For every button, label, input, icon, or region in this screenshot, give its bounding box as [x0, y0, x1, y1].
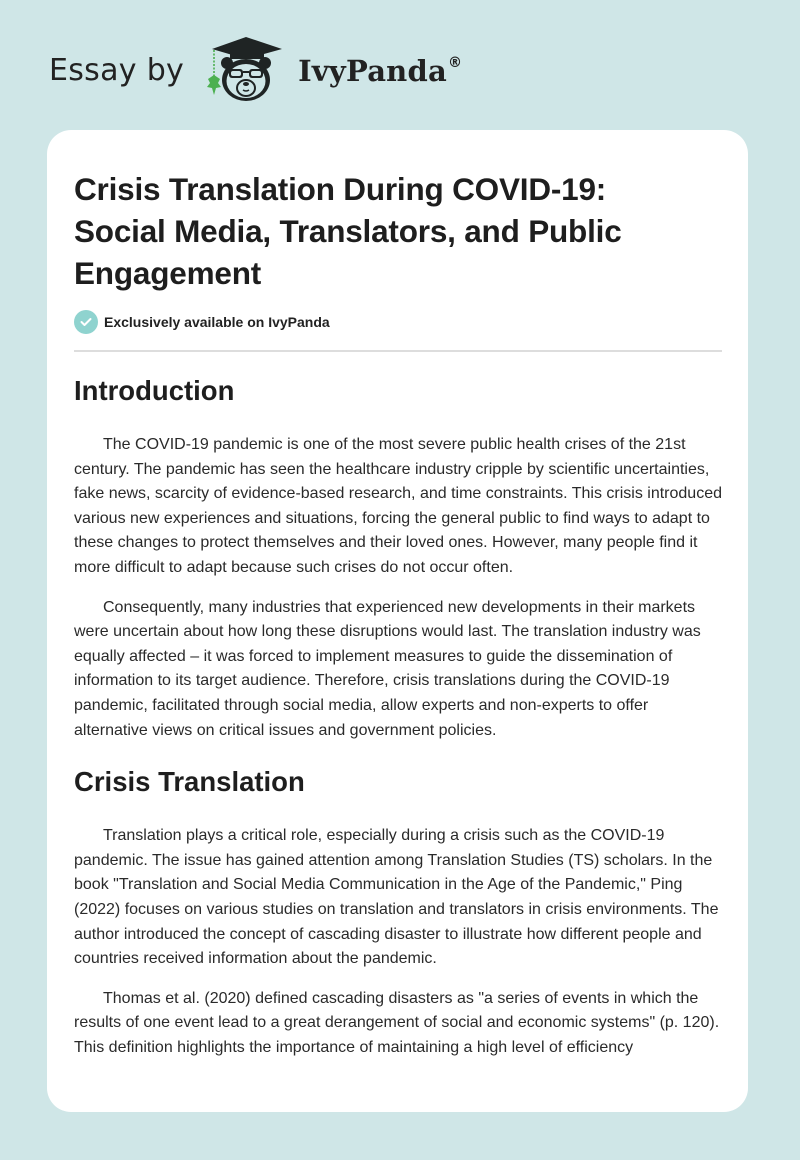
site-header	[0, 0, 800, 130]
brand-name: IvyPanda®	[298, 54, 463, 88]
divider	[74, 350, 722, 352]
paragraph: The COVID-19 pandemic is one of the most severe public health crises of the 21st century. The pandemic has seen the healthcare industry cripple by scientific uncertainties, fake news, scarcity of evidence-based research, and time constraints. This crisis introduced various new experiences and situations, forcing the general public to find ways to adapt to these changes to protect themselves and their loved ones. However, many people find it more difficult to adapt because such crises do not occur often.	[74, 436, 722, 576]
section-heading-introduction: Introduction	[74, 375, 235, 406]
registered-mark: ®	[447, 55, 463, 71]
section-heading-crisis-translation: Crisis Translation	[74, 766, 305, 798]
essay-card	[47, 130, 748, 1112]
essay-by-label: Essay by	[49, 52, 185, 88]
exclusive-text: Exclusively available on IvyPanda	[104, 314, 330, 330]
check-circle-icon	[74, 310, 98, 334]
paragraph: Consequently, many industries that experienced new developments in their markets were uncertain about how long these disruptions would last. The translation industry was equally affected – it was forced to implement measures to guide the dissemination of information to its target audience. Therefore, crisis translations during the COVID-19 pandemic, facilitated through social media, allow experts and non-experts to offer alternative views on critical issues and government policies.	[74, 598, 701, 739]
brand-logo[interactable]	[49, 36, 462, 106]
paragraph: Thomas et al. (2020) defined cascading disasters as "a series of events in which the results of one event lead to a great derangement of social and economic systems" (p. 120). This definition highlights the importance of maintaining a high level of efficiency	[74, 989, 720, 1056]
paragraph: Translation plays a critical role, especially during a crisis such as the COVID-19 pandemic. The issue has gained attention among Translation Studies (TS) scholars. In the book "Translation and Social Media Communication in the Age of the Pandemic," Ping (2022) focuses on various studies on translation and translators in crisis environments. The author introduced the concept of cascading disaster to illustrate how different people and countries received information about the pandemic.	[74, 827, 719, 968]
title-line: Social Media, Translators, and Public	[74, 213, 622, 249]
page-title	[74, 168, 721, 294]
title-line: Engagement	[74, 255, 262, 291]
panda-graduation-cap-icon	[204, 33, 288, 105]
title-line: Crisis Translation During COVID-19:	[74, 171, 607, 207]
exclusive-badge	[74, 309, 721, 335]
